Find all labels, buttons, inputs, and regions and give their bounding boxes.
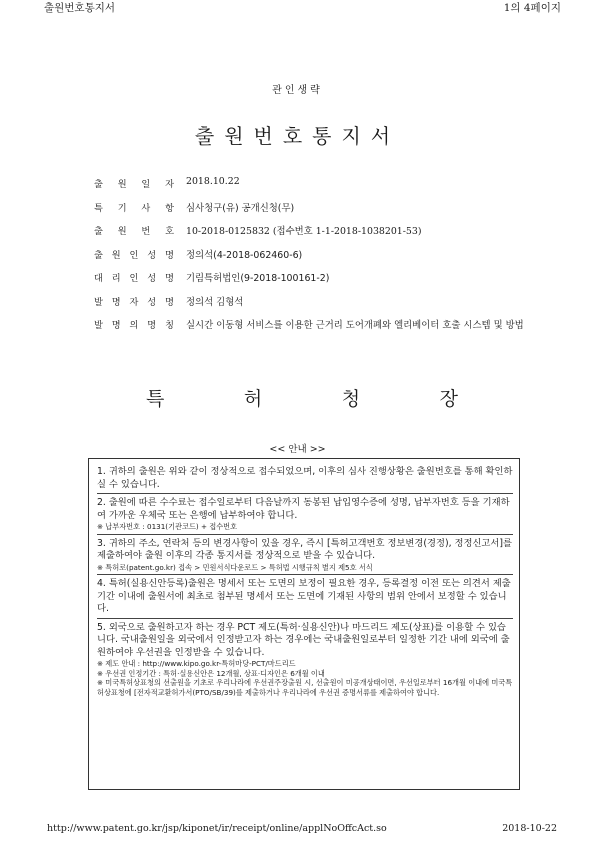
field-value: 기림특허법인(9-2018-100161-2) — [186, 273, 330, 284]
notice-note: ※ 미국특허상표청의 선출원을 기초로 우리나라에 우선권주장출원 시, 선출원이 미공개상태이면, 우선일로부터 16개월 이내에 미국특허상표청에 [전자적교환허가서(PTO/SB/39)를 제출하거나 우리나라에 우선권 증명서류를 제출하여야 합니다. — [97, 678, 513, 697]
notice-text: 2. 출원에 따른 수수료는 접수일로부터 다음날까지 동봉된 납입영수증에 성명, 납부자번호 등을 기재하여 가까운 우체국 또는 은행에 납부하여야 합니다. — [97, 497, 510, 521]
issuer-char: 청 — [341, 388, 361, 410]
info-row — [94, 317, 534, 341]
notice-text: 3. 귀하의 주소, 연락처 등의 변경사항이 있을 경우, 즉시 [특허고객번호 정보변경(경정), 정정신고서]를 제출하여야 출원 이후의 각종 통지서를 정상적으로 받을 수 있습니다. — [97, 537, 513, 561]
info-row — [94, 200, 534, 224]
info-row — [94, 270, 534, 294]
header-doc-name: 출원번호통지서 — [44, 2, 116, 14]
field-label: 출 원 인 성 명 — [94, 249, 174, 261]
field-value: 10-2018-0125832 (접수번호 1-1-2018-1038201-53) — [186, 226, 422, 237]
application-info-table — [94, 176, 534, 341]
info-row — [94, 247, 534, 271]
footer-date: 2018-10-22 — [502, 823, 557, 834]
issuer-char: 허 — [243, 388, 263, 410]
field-label: 출 원 번 호 — [94, 226, 174, 237]
field-value: 정의석(4-2018-062460-6) — [186, 249, 303, 261]
field-label: 출 원 일 자 — [94, 179, 174, 190]
notice-note: ※ 우선권 인정기간 : 특허·실용신안은 12개월, 상표·디자인은 6개월 이내 — [97, 668, 325, 678]
notice-note: ※ 제도 안내 : http://www.kipo.go.kr-특허마당-PCT/마드리드 — [97, 659, 296, 668]
notice-item — [97, 494, 513, 535]
field-label: 발 명 의 명 칭 — [94, 320, 174, 331]
field-label: 대 리 인 성 명 — [94, 273, 174, 284]
notice-box — [88, 458, 520, 790]
header-page-info: 1의 4페이지 — [503, 2, 561, 14]
notice-note: ※ 특허로(patent.go.kr) 접속 > 민원서식다운로드 > 특허법 시행규칙 별지 제5호 서식 — [97, 562, 373, 572]
info-row — [94, 223, 534, 247]
issuer-char: 특 — [146, 388, 165, 410]
issuer-char: 장 — [439, 388, 458, 410]
notice-item — [97, 575, 513, 619]
issuer-name — [146, 384, 458, 411]
footer-url: http://www.patent.go.kr/jsp/kiponet/ir/receipt/online/applNoOffcAct.so — [47, 823, 387, 834]
notice-text: 5. 외국으로 출원하고자 하는 경우 PCT 제도(특허·실용신안)나 마드리드 제도(상표)를 이용할 수 있습니다. 국내출원일을 외국에서 인정받고자 하는 경우에는 국내출원일로부터 일정한 기간 내에 외국에 출원하여야 우선권을 인정받을 수 있습니다. — [97, 621, 510, 658]
page-header — [0, 0, 595, 14]
notice-item — [97, 463, 513, 494]
notice-note: ※ 납부자번호 : 0131(기관코드) + 접수번호 — [97, 522, 238, 531]
guide-title: << 안내 >> — [269, 444, 326, 455]
notice-item — [97, 535, 513, 576]
field-value: 심사청구(유) 공개신청(무) — [186, 202, 295, 214]
notice-text: 4. 특허(실용신안등록)출원은 명세서 또는 도면의 보정이 필요한 경우, 등록결정 이전 또는 의견서 제출기간 이내에 출원서에 최초로 첨부된 명세서 또는 도면에 기재된 사항의 범위 안에서 보정할 수 있습니다. — [97, 578, 511, 614]
field-value: 정의석 김형석 — [186, 296, 244, 308]
notice-text: 1. 귀하의 출원은 위와 같이 정상적으로 접수되었으며, 이후의 심사 진행상황은 출원번호를 통해 확인하실 수 있습니다. — [97, 466, 513, 490]
notice-item — [97, 619, 513, 700]
field-label: 특 기 사 항 — [94, 202, 174, 214]
info-row — [94, 294, 534, 318]
field-label: 발 명 자 성 명 — [94, 296, 174, 308]
field-value: 2018.10.22 — [186, 176, 240, 187]
field-value: 실시간 이동형 서비스를 이용한 근거리 도어개폐와 엘리베이터 호출 시스템 및 방법 — [186, 320, 524, 331]
info-row — [94, 176, 534, 200]
official-seal-omitted-label: 관인생략 — [272, 85, 323, 96]
document-title: 출원번호통지서 — [194, 124, 401, 148]
